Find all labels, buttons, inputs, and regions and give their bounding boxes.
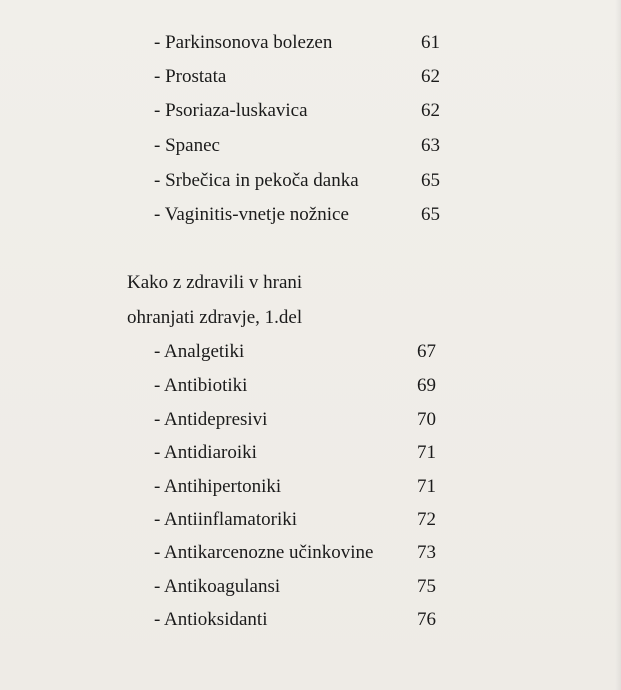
toc-entry-page: 75 [417, 576, 436, 597]
section-heading-line-2: ohranjati zdravje, 1.del [127, 307, 303, 328]
toc-entry-page: 72 [417, 509, 436, 530]
toc-entry-title: - Psoriaza-luskavica [154, 100, 308, 121]
section-heading-line-1: Kako z zdravili v hrani [127, 272, 303, 293]
toc-entry-title: - Srbečica in pekoča danka [154, 170, 359, 191]
toc-entry-title: - Antibiotiki [154, 375, 248, 396]
toc-entry-page: 73 [417, 542, 436, 563]
toc-entry-page: 76 [417, 609, 436, 630]
toc-entry-page: 69 [417, 375, 436, 396]
toc-entry-title: - Antidepresivi [154, 409, 268, 430]
toc-entry-title: - Antihipertoniki [154, 476, 282, 497]
toc-entry-page: 65 [421, 170, 440, 191]
toc-entry-page: 61 [421, 32, 440, 53]
toc-entry-page: 71 [417, 442, 436, 463]
toc-entry-page: 63 [421, 135, 440, 156]
toc-entry-title: - Parkinsonova bolezen [154, 32, 333, 53]
toc-entry-title: - Analgetiki [154, 341, 245, 362]
toc-entry-page: 62 [421, 100, 440, 121]
toc-entry-title: - Spanec [154, 135, 220, 156]
toc-entry-title: - Antidiaroiki [154, 442, 257, 463]
toc-entry-title: - Antiinflamatoriki [154, 509, 298, 530]
toc-entry-page: 67 [417, 341, 436, 362]
toc-entry-page: 71 [417, 476, 436, 497]
toc-entry-page: 62 [421, 66, 440, 87]
toc-entry-page: 70 [417, 409, 436, 430]
toc-entry-title: - Vaginitis-vnetje nožnice [154, 204, 349, 225]
toc-entry-title: - Antikarcenozne učinkovine [154, 542, 374, 563]
toc-entry-title: - Prostata [154, 66, 227, 87]
toc-entry-title: - Antikoagulansi [154, 576, 281, 597]
toc-entry-title: - Antioksidanti [154, 609, 268, 630]
toc-entry-page: 65 [421, 204, 440, 225]
